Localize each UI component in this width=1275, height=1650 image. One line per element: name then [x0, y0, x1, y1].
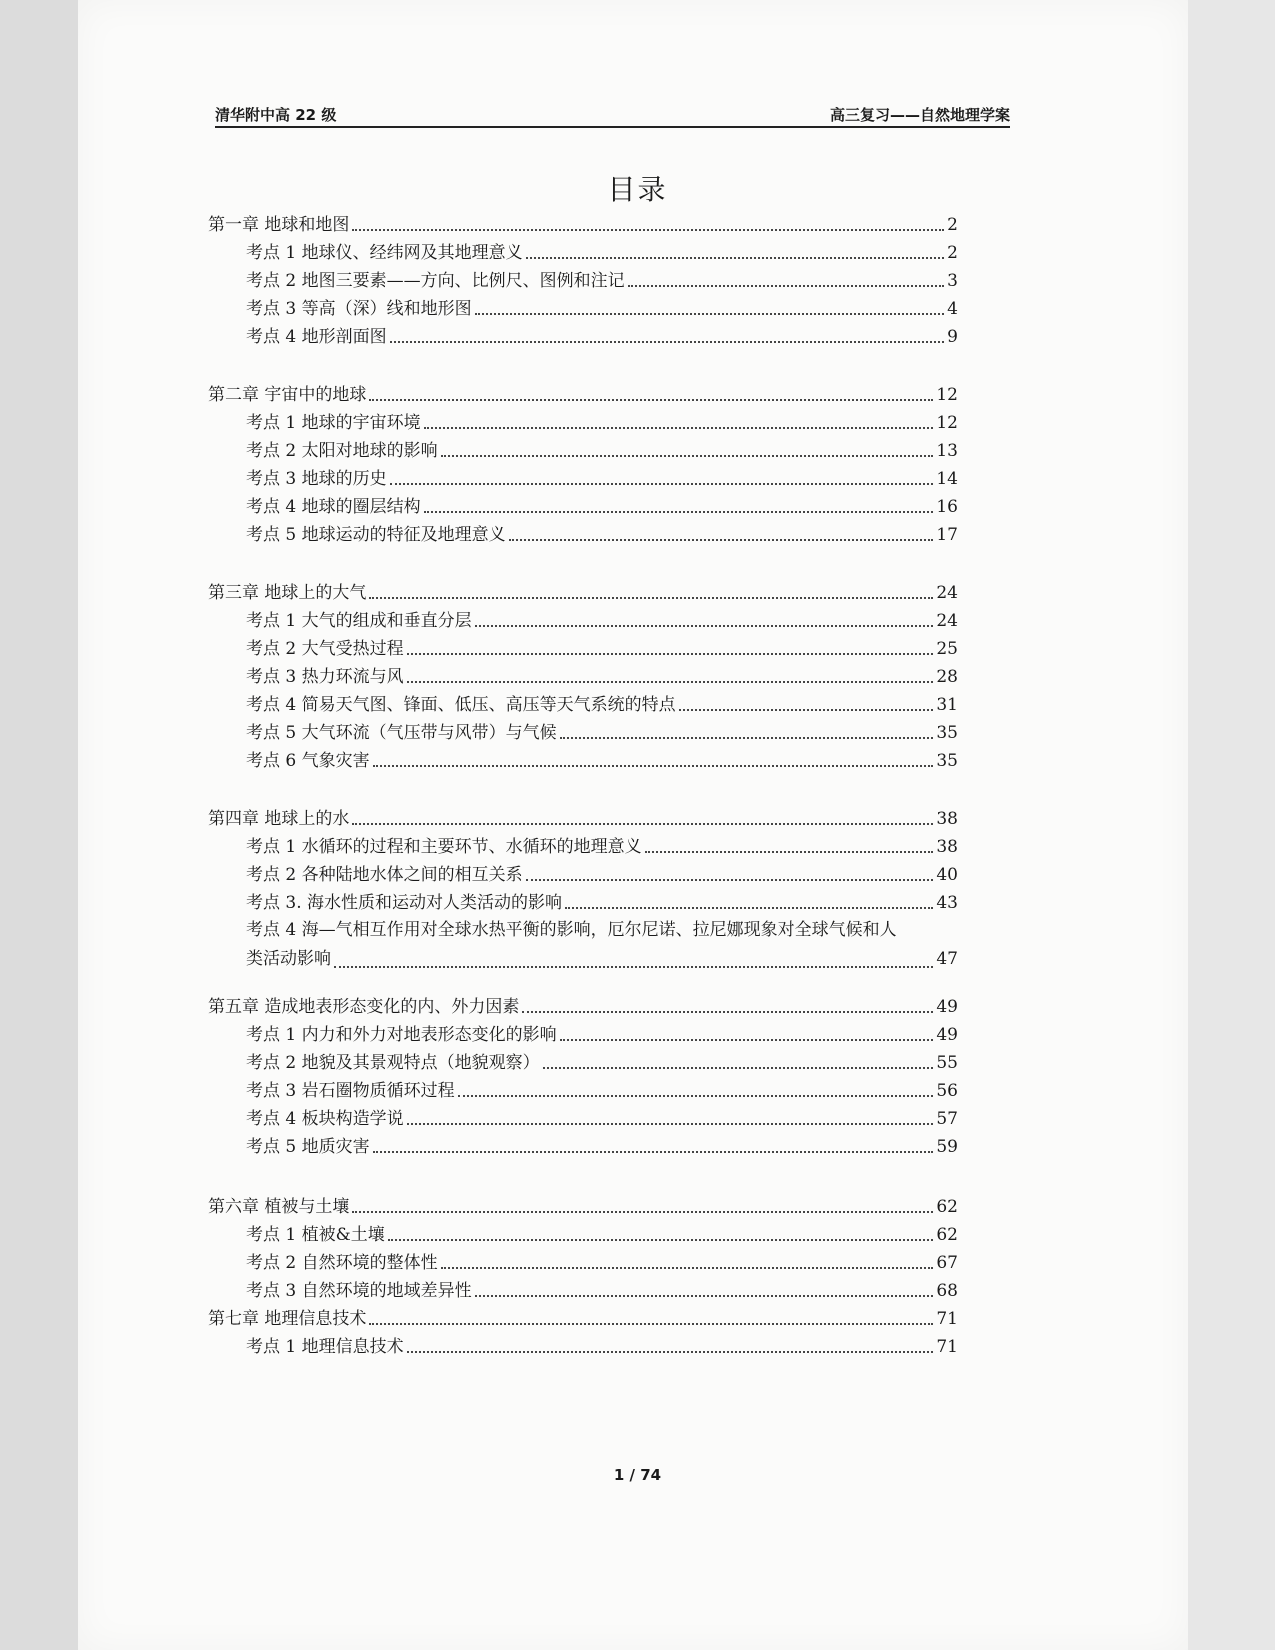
toc-page-number: 62 [936, 1197, 958, 1217]
page-title: 目录 [607, 173, 668, 206]
toc-entry[interactable] [246, 266, 958, 292]
toc-entry-title: 考点 1 大气的组成和垂直分层 [246, 611, 472, 631]
dot-leader [369, 596, 933, 599]
toc-page-number: 13 [936, 441, 958, 461]
dot-leader [679, 708, 934, 711]
toc-entry-title: 考点 2 自然环境的整体性 [246, 1253, 438, 1273]
dot-leader [369, 1322, 933, 1325]
toc-entry-title: 考点 2 各种陆地水体之间的相互关系 [246, 865, 523, 885]
toc-page-number: 40 [936, 865, 958, 885]
toc-page-number: 35 [936, 723, 958, 743]
toc-entry[interactable] [246, 492, 958, 518]
dot-leader [475, 312, 945, 315]
toc-page-number: 2 [947, 243, 958, 263]
toc-entry-title: 考点 3 自然环境的地域差异性 [246, 1281, 472, 1301]
dot-leader [352, 822, 933, 825]
dot-leader [522, 1010, 933, 1013]
toc-page-number: 9 [947, 327, 958, 347]
toc-entry[interactable] [246, 634, 958, 660]
toc-entry[interactable] [246, 408, 958, 434]
toc-page-number: 47 [936, 949, 958, 969]
dot-leader [509, 538, 934, 541]
toc-entry-title: 考点 3 岩石圈物质循环过程 [246, 1081, 455, 1101]
toc-entry-title: 考点 4 板块构造学说 [246, 1109, 404, 1129]
toc-entry-title: 考点 1 地球的宇宙环境 [246, 413, 421, 433]
page-number: 1 / 74 [613, 1466, 662, 1484]
toc-page-number: 24 [936, 583, 958, 603]
toc-entry-title: 考点 1 植被&土壤 [246, 1225, 385, 1245]
toc-page-number: 55 [936, 1053, 958, 1073]
toc-entry[interactable] [246, 690, 958, 716]
toc-entry-title: 考点 3 热力环流与风 [246, 667, 404, 687]
toc-chapter-title: 第一章 地球和地图 [208, 215, 350, 235]
dot-leader [390, 340, 945, 343]
toc-page-number: 35 [936, 751, 958, 771]
toc-page-number: 25 [936, 639, 958, 659]
toc-page-number: 14 [936, 469, 958, 489]
toc-entry-title-cont: 类活动影响 [246, 949, 331, 969]
toc-chapter[interactable] [208, 992, 958, 1018]
dot-leader [407, 652, 934, 655]
dot-leader [475, 624, 934, 627]
dot-leader [645, 850, 934, 853]
dot-leader [543, 1066, 934, 1069]
toc-page-number: 2 [947, 215, 958, 235]
toc-entry[interactable] [246, 1048, 958, 1074]
toc-chapter-title: 第四章 地球上的水 [208, 809, 350, 829]
toc-entry[interactable] [246, 436, 958, 462]
toc-page-number: 67 [936, 1253, 958, 1273]
toc-page-number: 49 [936, 1025, 958, 1045]
dot-leader [526, 256, 945, 259]
toc-page-number: 59 [936, 1137, 958, 1157]
toc-entry-title: 考点 6 气象灾害 [246, 751, 370, 771]
dot-leader [441, 1266, 934, 1269]
toc-entry[interactable] [246, 322, 958, 348]
toc-entry[interactable] [246, 832, 958, 858]
toc-entry[interactable] [246, 1220, 958, 1246]
toc-entry[interactable] [246, 1076, 958, 1102]
toc-page-number: 17 [936, 525, 958, 545]
toc-chapter[interactable] [208, 380, 958, 406]
toc-entry[interactable] [246, 1020, 958, 1046]
toc-entry[interactable] [246, 1104, 958, 1130]
toc-entry-title: 考点 4 地球的圈层结构 [246, 497, 421, 517]
dot-leader [390, 482, 934, 485]
toc-chapter[interactable] [208, 1192, 958, 1218]
dot-leader [560, 736, 934, 739]
toc-page-number: 62 [936, 1225, 958, 1245]
header-school: 清华附中高 22 级 [215, 106, 337, 124]
dot-leader [407, 1122, 934, 1125]
toc-page-number: 16 [936, 497, 958, 517]
toc-entry[interactable] [246, 888, 958, 914]
dot-leader [565, 906, 933, 909]
toc-entry-title: 考点 4 地形剖面图 [246, 327, 387, 347]
toc-page-number: 71 [936, 1337, 958, 1357]
toc-chapter[interactable] [208, 1304, 958, 1330]
toc-entry-title: 考点 5 地球运动的特征及地理意义 [246, 525, 506, 545]
toc-entry-title: 考点 3 等高（深）线和地形图 [246, 299, 472, 319]
dot-leader [424, 426, 934, 429]
dot-leader [334, 965, 933, 968]
toc-entry[interactable] [246, 662, 958, 688]
toc-page-number: 71 [936, 1309, 958, 1329]
toc-entry-title: 考点 1 内力和外力对地表形态变化的影响 [246, 1025, 557, 1045]
toc-entry-title: 考点 4 简易天气图、锋面、低压、高压等天气系统的特点 [246, 695, 676, 715]
toc-page-number: 28 [936, 667, 958, 687]
toc-page-number: 56 [936, 1081, 958, 1101]
toc-entry-title: 考点 1 地理信息技术 [246, 1337, 404, 1357]
toc-entry-title: 考点 2 大气受热过程 [246, 639, 404, 659]
toc-chapter-title: 第二章 宇宙中的地球 [208, 385, 367, 405]
toc-page-number: 38 [936, 809, 958, 829]
toc-page-number: 68 [936, 1281, 958, 1301]
toc-entry[interactable] [246, 916, 958, 974]
toc-entry-title: 考点 2 地貌及其景观特点（地貌观察） [246, 1053, 540, 1073]
toc-chapter[interactable] [208, 210, 958, 236]
toc-chapter[interactable] [208, 578, 958, 604]
toc-chapter-title: 第六章 植被与土壤 [208, 1197, 350, 1217]
toc-page-number: 24 [936, 611, 958, 631]
toc-page-number: 3 [947, 271, 958, 291]
dot-leader [458, 1094, 934, 1097]
toc-page-number: 57 [936, 1109, 958, 1129]
toc-chapter-title: 第五章 造成地表形态变化的内、外力因素 [208, 997, 520, 1017]
dot-leader [441, 454, 934, 457]
toc-page-number: 49 [936, 997, 958, 1017]
dot-leader [407, 680, 934, 683]
toc-entry-title: 考点 2 地图三要素——方向、比例尺、图例和注记 [246, 271, 625, 291]
dot-leader [628, 284, 945, 287]
toc-entry-title: 考点 1 地球仪、经纬网及其地理意义 [246, 243, 523, 263]
toc-entry[interactable] [246, 464, 958, 490]
dot-leader [475, 1294, 934, 1297]
dot-leader [373, 764, 934, 767]
toc-entry-title: 考点 4 海—气相互作用对全球水热平衡的影响，厄尔尼诺、拉尼娜现象对全球气候和人 [246, 920, 897, 940]
dot-leader [526, 878, 934, 881]
dot-leader [352, 1210, 933, 1213]
dot-leader [369, 398, 933, 401]
dot-leader [352, 228, 944, 231]
toc-entry[interactable] [246, 606, 958, 632]
toc-entry-title: 考点 3. 海水性质和运动对人类活动的影响 [246, 893, 563, 913]
toc-entry[interactable] [246, 294, 958, 320]
toc-entry[interactable] [246, 238, 958, 264]
toc-entry[interactable] [246, 746, 958, 772]
toc-page-number: 4 [947, 299, 958, 319]
toc-entry[interactable] [246, 860, 958, 886]
toc-entry[interactable] [246, 1132, 958, 1158]
toc-entry[interactable] [246, 718, 958, 744]
toc-page-number: 31 [936, 695, 958, 715]
header-course: 高三复习——自然地理学案 [829, 106, 1010, 124]
toc-page-number: 43 [936, 893, 958, 913]
dot-leader [560, 1038, 934, 1041]
dot-leader [373, 1150, 934, 1153]
toc-chapter-title: 第七章 地理信息技术 [208, 1309, 367, 1329]
toc-chapter-title: 第三章 地球上的大气 [208, 583, 367, 603]
toc-entry-title: 考点 3 地球的历史 [246, 469, 387, 489]
toc-entry[interactable] [246, 520, 958, 546]
toc-chapter[interactable] [208, 804, 958, 830]
toc-entry-title: 考点 5 大气环流（气压带与风带）与气候 [246, 723, 557, 743]
toc-entry-title: 考点 2 太阳对地球的影响 [246, 441, 438, 461]
toc-page-number: 12 [936, 413, 958, 433]
toc-page-number: 12 [936, 385, 958, 405]
dot-leader [407, 1350, 934, 1353]
toc-page-number: 38 [936, 837, 958, 857]
toc-entry-title: 考点 5 地质灾害 [246, 1137, 370, 1157]
toc-entry[interactable] [246, 1248, 958, 1274]
dot-leader [388, 1238, 934, 1241]
toc-entry[interactable] [246, 1332, 958, 1358]
toc-entry-title: 考点 1 水循环的过程和主要环节、水循环的地理意义 [246, 837, 642, 857]
toc-entry[interactable] [246, 1276, 958, 1302]
dot-leader [424, 510, 934, 513]
